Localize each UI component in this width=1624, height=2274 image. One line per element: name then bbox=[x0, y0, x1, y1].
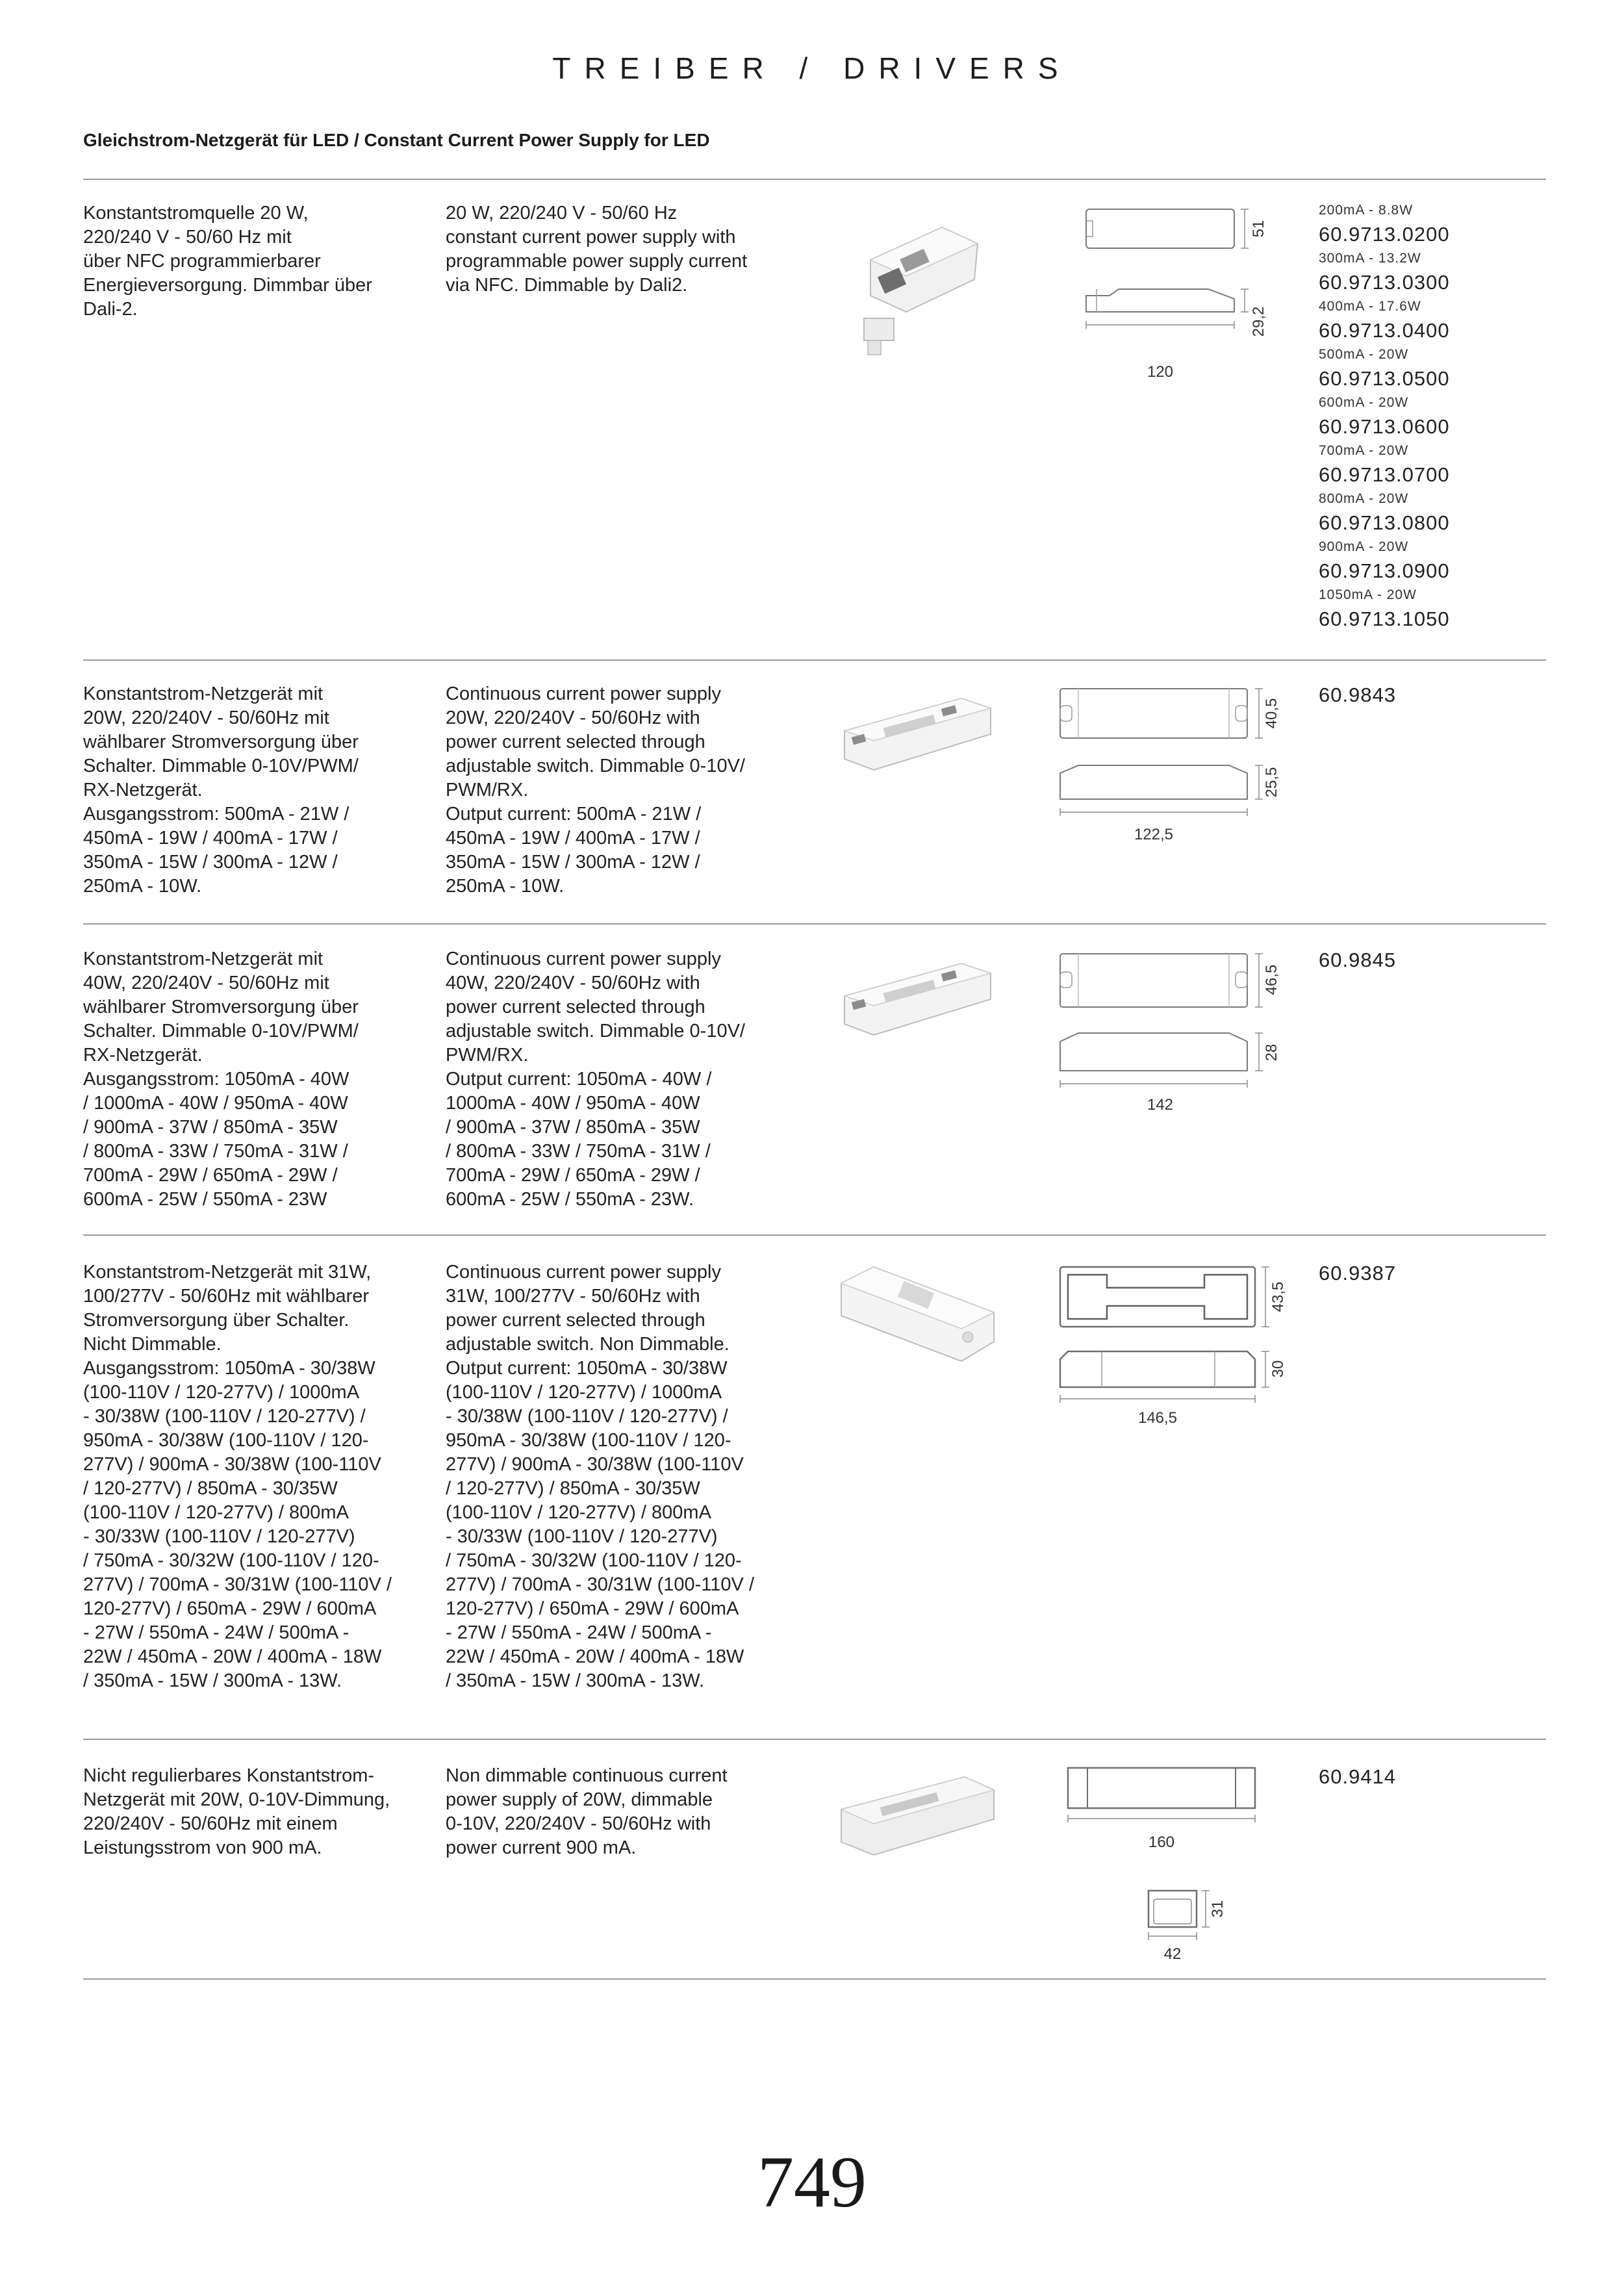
divider bbox=[83, 1739, 1546, 1740]
dim-length: 160 bbox=[1148, 1833, 1175, 1851]
dim-height: 31 bbox=[1209, 1900, 1226, 1918]
product-row bbox=[0, 947, 1624, 1227]
variant-condition: 1050mA - 20W bbox=[1319, 587, 1417, 602]
dim-length: 142 bbox=[1147, 1096, 1174, 1114]
product-row bbox=[0, 1764, 1624, 1972]
variant-code: 60.9713.0500 bbox=[1319, 367, 1450, 390]
description-german: Konstantstrom-Netzgerät mit 20W, 220/240V - 50/60Hz mit wählbarer Stromversorgung über Schalter. Dimmable 0-10V/PWM/ RX-Netzgerät. Ausgangsstrom: 500mA - 21W / 450mA - 19W / 400mA - 17W / 350mA - 15W / 300mA - 12W / 250mA - 10W. bbox=[83, 683, 359, 897]
description-english: Non dimmable continuous current power supply of 20W, dimmable 0-10V, 220/240V - 50/60Hz with power current 900 mA. bbox=[446, 1765, 728, 1858]
description-german: Nicht regulierbares Konstantstrom- Netzgerät mit 20W, 0-10V-Dimmung, 220/240V - 50/60Hz mit einem Leistungsstrom von 900 mA. bbox=[83, 1765, 390, 1858]
product-photo bbox=[835, 1260, 1000, 1371]
variant-code: 60.9713.0400 bbox=[1319, 319, 1450, 342]
variant-condition: 800mA - 20W bbox=[1319, 491, 1409, 506]
product-row bbox=[0, 1260, 1624, 1728]
description-german: Konstantstromquelle 20 W, 220/240 V - 50/60 Hz mit über NFC programmierbarer Energieversorgung. Dimmbar über Dali-2. bbox=[83, 203, 372, 320]
divider bbox=[83, 179, 1546, 180]
product-code: 60.9843 bbox=[1319, 683, 1397, 706]
divider bbox=[83, 923, 1546, 925]
variant-code: 60.9713.1050 bbox=[1319, 607, 1450, 630]
dimension-drawing bbox=[1078, 201, 1273, 390]
product-code: 60.9845 bbox=[1319, 949, 1397, 971]
dim-height: 43,5 bbox=[1269, 1281, 1287, 1312]
product-code: 60.9387 bbox=[1319, 1262, 1397, 1284]
variant-code: 60.9713.0900 bbox=[1319, 559, 1450, 582]
description-english: 20 W, 220/240 V - 50/60 Hz constant current power supply with programmable power supply current via NFC. Dimmable by Dali2. bbox=[446, 203, 748, 296]
dimension-drawing bbox=[1052, 1260, 1299, 1429]
variant-list bbox=[1319, 201, 1450, 634]
variant-code: 60.9713.0600 bbox=[1319, 415, 1450, 438]
description-english: Continuous current power supply 31W, 100/277V - 50/60Hz with power current selected through adjustable switch. Non Dimmable. Output current: 1050mA - 30/38W (100-110V / 120-277V) / 1000mA - 30/38W (100-110V / 120-277V) / 950mA - 30/38W (100-110V / 120- 277V) / 900mA - 30/38W (100-110V / 120-277V) / 850mA - 30/35W (100-110V / 120-277V) / 800mA - 30/33W (100-110V / 120-277V) / 750mA - 30/32W (100-110V / 120- 277V) / 700mA - 30/31W (100-110V / 120-277V) / 650mA - 29W / 600mA - 27W / 550mA - 24W / 500mA - 22W / 450mA - 20W / 400mA - 18W / 350mA - 15W / 300mA - 13W. bbox=[446, 1262, 755, 1691]
description-german: Konstantstrom-Netzgerät mit 40W, 220/240V - 50/60Hz mit wählbarer Stromversorgung über Schalter. Dimmable 0-10V/PWM/ RX-Netzgerät. Ausgangsstrom: 1050mA - 40W / 1000mA - 40W / 950mA - 40W / 900mA - 37W / 850mA - 35W / 800mA - 33W / 750mA - 31W / 700mA - 29W / 650mA - 29W / 600mA - 25W / 550mA - 23W bbox=[83, 949, 359, 1210]
description-english: Continuous current power supply 40W, 220/240V - 50/60Hz with power current selected through adjustable switch. Dimmable 0-10V/ PWM/RX. Output current: 1050mA - 40W / 1000mA - 40W / 950mA - 40W / 900mA - 37W / 850mA - 35W / 800mA - 33W / 750mA - 31W / 700mA - 29W / 650mA - 29W / 600mA - 25W / 550mA - 23W. bbox=[446, 949, 745, 1210]
dim-length: 122,5 bbox=[1134, 826, 1174, 843]
section-subtitle: Gleichstrom-Netzgerät für LED / Constant Current Power Supply for LED bbox=[83, 130, 710, 150]
variant-condition: 300mA - 13.2W bbox=[1319, 251, 1421, 266]
dim-depth: 30 bbox=[1269, 1360, 1287, 1378]
variant-condition: 900mA - 20W bbox=[1319, 539, 1409, 554]
variant-condition: 500mA - 20W bbox=[1319, 347, 1409, 362]
variant-code: 60.9713.0200 bbox=[1319, 223, 1450, 246]
dimension-drawing bbox=[1052, 947, 1299, 1123]
variant-condition: 700mA - 20W bbox=[1319, 443, 1409, 458]
dim-length: 120 bbox=[1147, 363, 1174, 381]
page-number: 749 bbox=[757, 2142, 867, 2223]
divider bbox=[83, 1234, 1546, 1236]
divider bbox=[83, 1978, 1546, 1980]
description-english: Continuous current power supply 20W, 220/240V - 50/60Hz with power current selected through adjustable switch. Dimmable 0-10V/ PWM/RX. Output current: 500mA - 21W / 450mA - 19W / 400mA - 17W / 350mA - 15W / 300mA - 12W / 250mA - 10W. bbox=[446, 683, 745, 897]
variant-code: 60.9713.0700 bbox=[1319, 463, 1450, 486]
description-german: Konstantstrom-Netzgerät mit 31W, 100/277V - 50/60Hz mit wählbarer Stromversorgung über Schalter. Nicht Dimmable. Ausgangsstrom: 1050mA - 30/38W (100-110V / 120-277V) / 1000mA - 30/38W (100-110V / 120-277V) / 950mA - 30/38W (100-110V / 120- 277V) / 900mA - 30/38W (100-110V / 120-277V) / 850mA - 30/35W (100-110V / 120-277V) / 800mA - 30/33W (100-110V / 120-277V) / 750mA - 30/32W (100-110V / 120- 277V) / 700mA - 30/31W (100-110V / 120-277V) / 650mA - 29W / 600mA - 27W / 550mA - 24W / 500mA - 22W / 450mA - 20W / 400mA - 18W / 350mA - 15W / 300mA - 13W. bbox=[83, 1262, 392, 1691]
divider bbox=[83, 659, 1546, 661]
product-row bbox=[0, 201, 1624, 650]
variant-code: 60.9713.0300 bbox=[1319, 271, 1450, 294]
dim-length: 146,5 bbox=[1137, 1409, 1178, 1427]
variant-condition: 600mA - 20W bbox=[1319, 395, 1409, 410]
dimension-drawing bbox=[1052, 1764, 1299, 1972]
page-title: TREIBER / DRIVERS bbox=[552, 51, 1072, 85]
dimension-drawing bbox=[1052, 682, 1299, 851]
variant-condition: 200mA - 8.8W bbox=[1319, 203, 1414, 218]
dim-depth: 29,2 bbox=[1250, 306, 1267, 337]
dim-width: 42 bbox=[1163, 1945, 1182, 1963]
product-photo bbox=[838, 954, 997, 1051]
dim-height: 40,5 bbox=[1263, 698, 1280, 729]
variant-condition: 400mA - 17.6W bbox=[1319, 299, 1421, 314]
product-photo bbox=[844, 214, 987, 364]
product-photo bbox=[835, 1770, 1000, 1868]
dim-depth: 28 bbox=[1263, 1043, 1280, 1062]
dim-height: 51 bbox=[1250, 220, 1267, 238]
product-code: 60.9414 bbox=[1319, 1765, 1397, 1788]
variant-code: 60.9713.0800 bbox=[1319, 511, 1450, 534]
product-row bbox=[0, 682, 1624, 916]
product-photo bbox=[838, 689, 997, 786]
dim-depth: 25,5 bbox=[1263, 767, 1280, 798]
dim-height: 46,5 bbox=[1263, 964, 1280, 995]
